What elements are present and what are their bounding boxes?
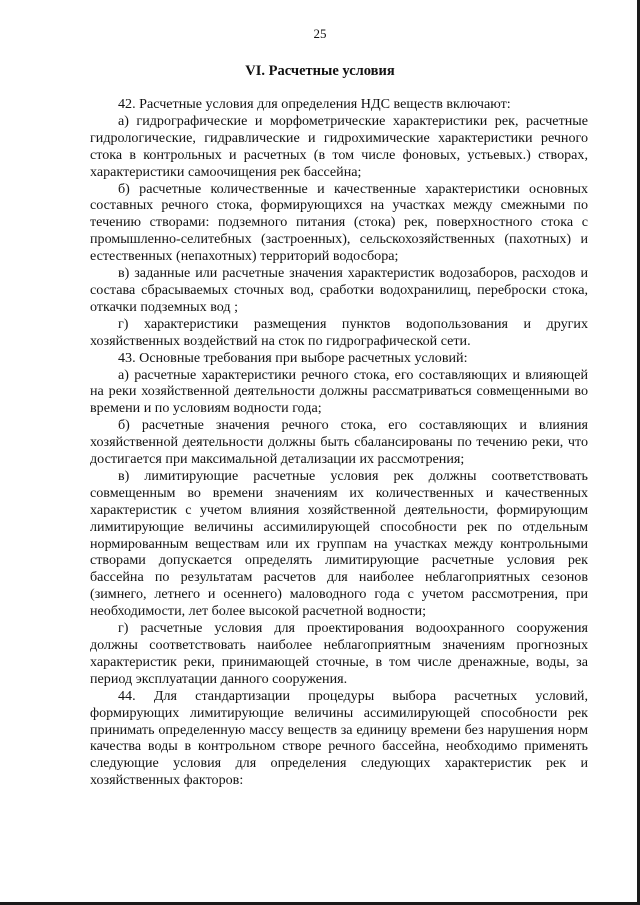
page-number: 25 — [313, 26, 327, 41]
paragraph-43c: в) лимитирующие расчетные условия рек должны соответствовать совмещенным во времени значениям их количественных и качественных характеристик с учетом влияния хозяйственной деятельности, формирующим лимитирующие величины ассимилирующей способности рек по отдельным нормированным веществам или их группам на участках между контрольными створами допускается определять лимитирующие расчетные условия рек бассейна по результатам расчетов для наиболее неблагоприятных сезонов (зимнего, летнего и осеннего) маловодного года с учетом рассмотрения, при необходимости, лет более высокой расчетной водности; — [90, 467, 588, 620]
paragraph-42b: б) расчетные количественные и качественные характеристики основных составных речного стока, формирующихся на участках между смежными по течению створами: подземного питания (стока) рек, поверхностного стока с промышленно-селитебных (застроенных), сельскохозяйственных (пахотных) и естественных (непахотных) территорий водосбора; — [90, 180, 588, 265]
paragraph-42a: а) гидрографические и морфометрические характеристики рек, расчетные гидрологические, гидравлические и гидрохимические характеристики речного стока в контрольных и расчетных (в том числе фоновых, устьевых.) створах, характеристики самоочищения рек бассейна; — [90, 112, 588, 180]
paragraph-42: 42. Расчетные условия для определения НДС веществ включают: — [118, 96, 511, 112]
paragraph-43a: а) расчетные характеристики речного стока, его составляющих и влияющей на реки хозяйственной деятельности должны рассматриваться совмещенными во времени и по условиям водности года; — [90, 366, 588, 417]
paragraph-43b: б) расчетные значения речного стока, его составляющих и влияния хозяйственной деятельности должны быть сбалансированы по течению реки, что достигается при максимальной детализации их рассмотрения; — [90, 417, 588, 468]
paragraph-44: 44. Для стандартизации процедуры выбора расчетных условий, формирующих лимитирующие величины ассимилирующей способности рек принимать определенную массу веществ за единицу времени без нарушения норм качества воды в контрольном створе речного бассейна, необходимо применять следующие условия для определения следующих характеристик рек и хозяйственных факторов: — [90, 687, 588, 789]
document-body — [90, 96, 588, 789]
paragraph-42c: в) заданные или расчетные значения характеристик водозаборов, расходов и состава сбрасываемых сточных вод, сработки водохранилищ, переброски стока, откачки подземных вод ; — [90, 265, 588, 315]
section-heading: VI. Расчетные условия — [245, 63, 395, 79]
paragraph-43: 43. Основные требования при выборе расчетных условий: — [118, 349, 468, 366]
paragraph-43d: г) расчетные условия для проектирования водоохранного сооружения должны соответствовать наиболее неблагоприятным значениям прогнозных характеристик реки, принимающей сточные, в том числе дренажные, воды, за период эксплуатации данного сооружения. — [90, 620, 588, 687]
paragraph-42d: г) характеристики размещения пунктов водопользования и других хозяйственных воздействий на сток по гидрографической сети. — [90, 315, 588, 349]
